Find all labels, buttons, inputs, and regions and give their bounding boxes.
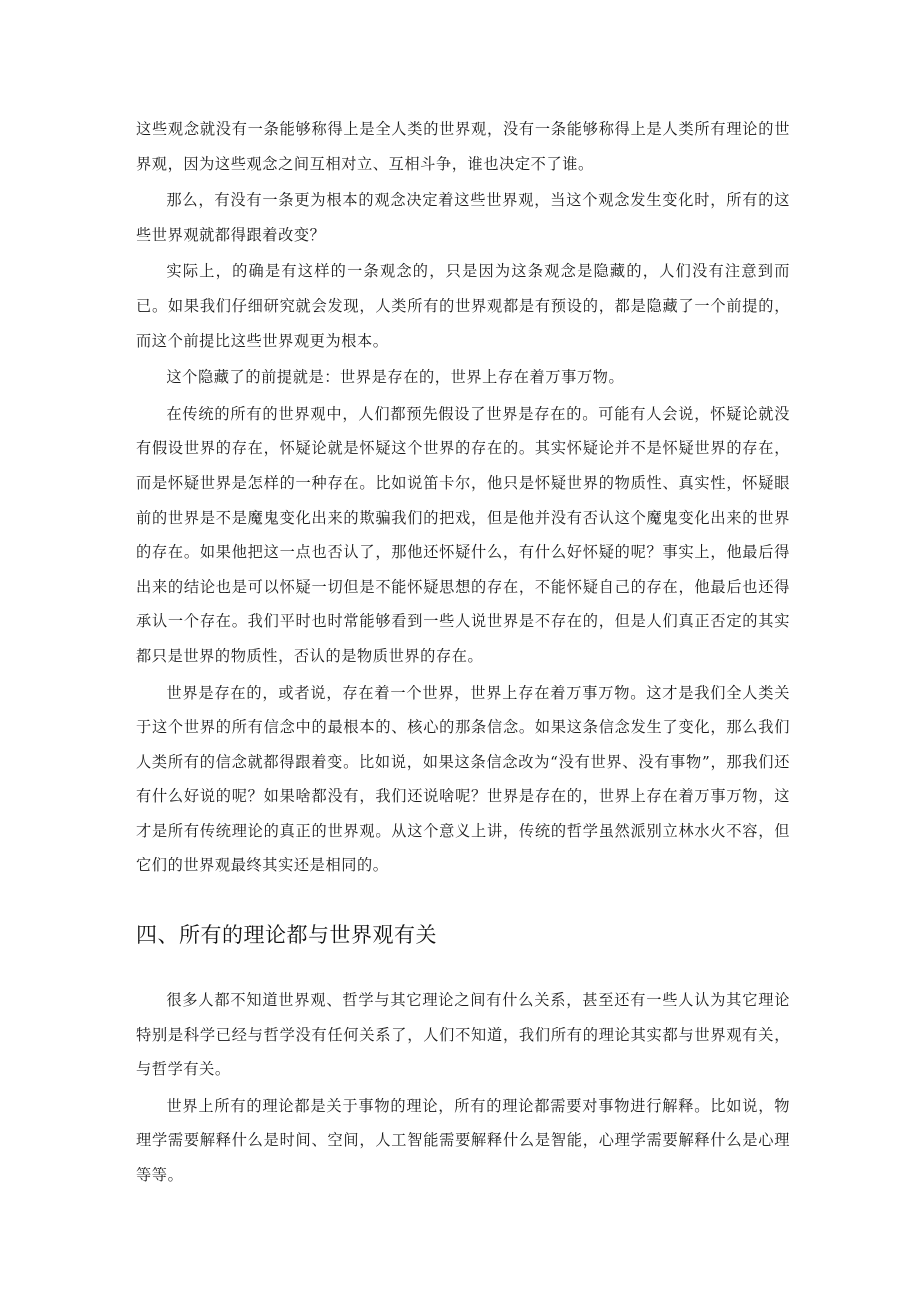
paragraph: 实际上，的确是有这样的一条观念的，只是因为这条观念是隐藏的，人们没有注意到而已。如果我们仔细研究就会发现，人类所有的世界观都是有预设的，都是隐藏了一个前提的，而这个前提比这些世界观更为根本。 <box>136 262 790 350</box>
paragraph: 在传统的所有的世界观中，人们都预先假设了世界是存在的。可能有人会说，怀疑论就没有假设世界的存在，怀疑论就是怀疑这个世界的存在的。其实怀疑论并不是怀疑世界的存在，而是怀疑世界是怎样的一种存在。比如说笛卡尔，他只是怀疑世界的物质性、真实性，怀疑眼前的世界是不是魔鬼变化出来的欺骗我们的把戏，但是他并没有否认这个魔鬼变化出来的世界的存在。如果他把这一点也否认了，那他还怀疑什么，有什么好怀疑的呢？事实上，他最后得出来的结论也是可以怀疑一切但是不能怀疑思想的存在，不能怀疑自己的存在，他最后也还得承认一个存在。我们平时也时常能够看到一些人说世界是不存在的，但是人们真正否定的其实都只是世界的物质性，否认的是物质世界的存在。 <box>136 404 790 665</box>
section-heading: 四、所有的理论都与世界观有关 <box>136 923 437 948</box>
paragraph: 这个隐藏了的前提就是：世界是存在的，世界上存在着万事万物。 <box>166 368 625 387</box>
paragraph-continued: 这些观念就没有一条能够称得上是全人类的世界观，没有一条能够称得上是人类所有理论的世界观，因为这些观念之间互相对立、互相斗争，谁也决定不了谁。 <box>136 120 790 173</box>
paragraph: 那么，有没有一条更为根本的观念决定着这些世界观，当这个观念发生变化时，所有的这些世界观就都得跟着改变？ <box>136 191 790 244</box>
paragraph: 世界上所有的理论都是关于事物的理论，所有的理论都需要对事物进行解释。比如说，物理学需要解释什么是时间、空间，人工智能需要解释什么是智能，心理学需要解释什么是心理等等。 <box>136 1096 790 1185</box>
paragraph: 很多人都不知道世界观、哲学与其它理论之间有什么关系，甚至还有一些人认为其它理论特别是科学已经与哲学没有任何关系了，人们不知道，我们所有的理论其实都与世界观有关，与哲学有关。 <box>136 991 790 1079</box>
paragraph: 世界是存在的，或者说，存在着一个世界，世界上存在着万事万物。这才是我们全人类关于这个世界的所有信念中的最根本的、核心的那条信念。如果这条信念发生了变化，那么我们人类所有的信念就都得跟着变。比如说，如果这条信念改为“没有世界、没有事物”，那我们还有什么好说的呢？如果啥都没有，我们还说啥呢？世界是存在的，世界上存在着万事万物，这才是所有传统理论的真正的世界观。从这个意义上讲，传统的哲学虽然派别立林水火不容，但它们的世界观最终其实还是相同的。 <box>136 683 790 875</box>
document-page <box>136 112 790 1193</box>
